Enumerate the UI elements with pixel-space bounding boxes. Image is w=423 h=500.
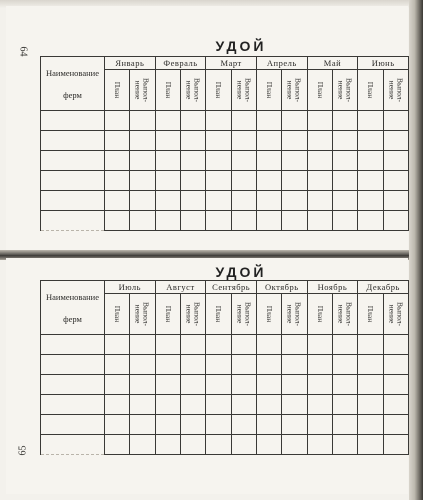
farm-name-cell[interactable] [41,435,105,455]
fulfillment-header [130,70,155,111]
subheader-label: План [366,81,376,99]
table-row [41,355,409,375]
plan-cell[interactable] [105,335,130,355]
plan-cell[interactable] [256,211,281,231]
farm-name-header [41,57,105,111]
fulfillment-cell[interactable] [282,435,307,455]
plan-cell[interactable] [206,395,231,415]
plan-cell[interactable] [256,151,281,171]
plan-cell[interactable] [307,415,332,435]
table-row [41,375,409,395]
fulfillment-cell[interactable] [180,355,205,375]
fulfillment-cell[interactable] [180,375,205,395]
table-row [41,335,409,355]
plan-cell[interactable] [307,335,332,355]
month-header: Июнь [358,57,409,70]
fulfillment-header [282,294,307,335]
plan-header [105,70,130,111]
table-row [41,171,409,191]
fulfillment-cell[interactable] [383,415,408,435]
month-header: Март [206,57,257,70]
plan-cell[interactable] [358,355,383,375]
fulfillment-cell[interactable] [231,375,256,395]
fulfillment-cell[interactable] [383,111,408,131]
plan-cell[interactable] [206,191,231,211]
plan-cell[interactable] [307,395,332,415]
plan-cell[interactable] [358,375,383,395]
fulfillment-cell[interactable] [282,191,307,211]
farm-name-header-line: Наименование [46,291,99,302]
farm-name-header-line: ферм [63,313,82,324]
plan-cell[interactable] [307,191,332,211]
table-row [41,211,409,231]
subheader-label: Выпол- нение [387,78,405,102]
subheader-label: Выпол- нение [286,302,303,326]
plan-cell[interactable] [307,435,332,455]
plan-cell[interactable] [105,131,130,151]
fulfillment-cell[interactable] [282,211,307,231]
plan-cell[interactable] [206,415,231,435]
farm-name-header-line: Наименование [46,67,99,78]
subheader-label: Выпол- нение [134,302,151,326]
farm-name-cell[interactable] [41,191,105,211]
table-row [41,111,409,131]
plan-cell[interactable] [358,435,383,455]
subheader-label: План [163,305,173,323]
plan-cell[interactable] [256,111,281,131]
fulfillment-cell[interactable] [231,415,256,435]
fulfillment-cell[interactable] [231,435,256,455]
subheader-label: Выпол- нение [337,302,354,326]
fulfillment-cell[interactable] [332,435,357,455]
book-edge-right [409,0,423,500]
subheader-label: План [214,305,224,323]
fulfillment-cell[interactable] [180,435,205,455]
month-header: Апрель [256,57,307,70]
plan-cell[interactable] [307,111,332,131]
plan-cell[interactable] [155,415,180,435]
fulfillment-cell[interactable] [130,171,155,191]
fulfillment-cell[interactable] [383,335,408,355]
plan-cell[interactable] [105,395,130,415]
plan-header [206,294,231,335]
fulfillment-header [332,70,357,111]
fulfillment-cell[interactable] [231,211,256,231]
subheader-label: Выпол- нение [337,78,354,102]
plan-cell[interactable] [256,435,281,455]
fulfillment-cell[interactable] [332,355,357,375]
table-row [41,131,409,151]
farm-name-header-line: ферм [63,89,82,100]
fulfillment-cell[interactable] [180,415,205,435]
fulfillment-cell[interactable] [180,211,205,231]
subheader-label: План [366,305,376,323]
page-title: УДОЙ [215,264,267,280]
subheader-label: План [112,305,122,323]
fulfillment-cell[interactable] [180,111,205,131]
plan-cell[interactable] [105,435,130,455]
page-number: 65 [17,445,29,456]
fulfillment-cell[interactable] [383,171,408,191]
fulfillment-cell[interactable] [231,111,256,131]
month-header: Сентябрь [206,281,257,294]
milk-yield-table-bottom [40,280,409,455]
plan-cell[interactable] [307,375,332,395]
plan-cell[interactable] [256,355,281,375]
fulfillment-cell[interactable] [180,191,205,211]
subheader-label: План [264,81,274,99]
fulfillment-cell[interactable] [130,151,155,171]
plan-cell[interactable] [358,111,383,131]
fulfillment-header [231,70,256,111]
subheader-label: Выпол- нение [235,78,253,102]
fulfillment-cell[interactable] [130,375,155,395]
fulfillment-cell[interactable] [282,131,307,151]
fulfillment-cell[interactable] [332,395,357,415]
fulfillment-cell[interactable] [332,335,357,355]
plan-cell[interactable] [307,171,332,191]
plan-header [256,70,281,111]
farm-name-cell[interactable] [41,355,105,375]
fulfillment-cell[interactable] [383,131,408,151]
plan-cell[interactable] [155,211,180,231]
subheader-label: План [264,305,274,323]
fulfillment-cell[interactable] [332,375,357,395]
fulfillment-header [383,294,408,335]
month-header: Ноябрь [307,281,358,294]
fulfillment-cell[interactable] [130,435,155,455]
fulfillment-cell[interactable] [282,395,307,415]
bottom-page [6,258,408,494]
plan-cell[interactable] [307,355,332,375]
fulfillment-cell[interactable] [383,151,408,171]
plan-cell[interactable] [206,355,231,375]
fulfillment-cell[interactable] [231,355,256,375]
fulfillment-cell[interactable] [282,355,307,375]
plan-header [105,294,130,335]
fulfillment-cell[interactable] [332,111,357,131]
fulfillment-cell[interactable] [383,211,408,231]
month-header: Август [155,281,206,294]
farm-name-cell[interactable] [41,151,105,171]
subheader-label: Выпол- нение [185,302,202,326]
plan-cell[interactable] [206,131,231,151]
plan-cell[interactable] [256,131,281,151]
plan-header [206,70,231,111]
fulfillment-cell[interactable] [130,211,155,231]
top-page [6,6,408,252]
fulfillment-cell[interactable] [282,171,307,191]
farm-name-cell[interactable] [41,335,105,355]
plan-cell[interactable] [358,211,383,231]
plan-cell[interactable] [155,131,180,151]
plan-cell[interactable] [206,375,231,395]
fulfillment-header [282,70,307,111]
plan-cell[interactable] [256,191,281,211]
fulfillment-cell[interactable] [282,375,307,395]
plan-cell[interactable] [105,355,130,375]
fulfillment-cell[interactable] [231,191,256,211]
plan-cell[interactable] [155,375,180,395]
fulfillment-cell[interactable] [332,131,357,151]
plan-cell[interactable] [105,211,130,231]
plan-header [155,70,180,111]
fulfillment-cell[interactable] [130,131,155,151]
fulfillment-cell[interactable] [130,335,155,355]
farm-name-cell[interactable] [41,415,105,435]
subheader-label: План [315,81,325,99]
fulfillment-cell[interactable] [231,151,256,171]
month-header: Май [307,57,358,70]
fulfillment-cell[interactable] [180,171,205,191]
subheader-label: План [163,81,173,99]
plan-cell[interactable] [206,111,231,131]
plan-cell[interactable] [358,131,383,151]
fulfillment-cell[interactable] [383,191,408,211]
plan-cell[interactable] [105,171,130,191]
subheader-label: Выпол- нение [387,302,405,326]
fulfillment-cell[interactable] [130,191,155,211]
plan-cell[interactable] [155,335,180,355]
subheader-label: План [112,81,122,99]
fulfillment-cell[interactable] [231,335,256,355]
plan-cell[interactable] [358,335,383,355]
subheader-label: Выпол- нение [134,78,151,102]
fulfillment-header [332,294,357,335]
plan-cell[interactable] [155,191,180,211]
plan-cell[interactable] [358,415,383,435]
plan-cell[interactable] [105,191,130,211]
plan-cell[interactable] [155,395,180,415]
farm-name-cell[interactable] [41,395,105,415]
plan-cell[interactable] [206,171,231,191]
fulfillment-cell[interactable] [383,395,408,415]
farm-name-cell[interactable] [41,111,105,131]
plan-header [307,294,332,335]
fulfillment-cell[interactable] [282,335,307,355]
plan-cell[interactable] [256,335,281,355]
table-row [41,435,409,455]
fulfillment-cell[interactable] [332,171,357,191]
fulfillment-cell[interactable] [180,335,205,355]
plan-cell[interactable] [105,151,130,171]
fulfillment-cell[interactable] [332,191,357,211]
plan-cell[interactable] [155,151,180,171]
table-row [41,395,409,415]
plan-cell[interactable] [256,171,281,191]
subheader-label: План [214,81,224,99]
fulfillment-cell[interactable] [332,415,357,435]
fulfillment-cell[interactable] [282,415,307,435]
plan-cell[interactable] [105,111,130,131]
fulfillment-cell[interactable] [130,395,155,415]
fulfillment-cell[interactable] [231,395,256,415]
fulfillment-cell[interactable] [180,131,205,151]
plan-cell[interactable] [256,375,281,395]
farm-name-cell[interactable] [41,171,105,191]
plan-cell[interactable] [307,151,332,171]
plan-cell[interactable] [155,355,180,375]
plan-cell[interactable] [155,171,180,191]
plan-cell[interactable] [206,435,231,455]
plan-cell[interactable] [155,435,180,455]
plan-cell[interactable] [358,191,383,211]
fulfillment-header [130,294,155,335]
plan-cell[interactable] [206,211,231,231]
plan-cell[interactable] [206,335,231,355]
fulfillment-cell[interactable] [282,111,307,131]
fulfillment-cell[interactable] [332,211,357,231]
fulfillment-cell[interactable] [130,111,155,131]
subheader-label: План [315,305,325,323]
fulfillment-cell[interactable] [383,355,408,375]
subheader-label: Выпол- нение [286,78,303,102]
plan-header [256,294,281,335]
month-header: Декабрь [358,281,409,294]
plan-header [358,294,383,335]
fulfillment-cell[interactable] [332,151,357,171]
plan-cell[interactable] [256,415,281,435]
plan-header [307,70,332,111]
fulfillment-cell[interactable] [231,171,256,191]
plan-cell[interactable] [105,375,130,395]
fulfillment-header [383,70,408,111]
plan-header [358,70,383,111]
plan-cell[interactable] [105,415,130,435]
farm-name-cell[interactable] [41,375,105,395]
plan-cell[interactable] [256,395,281,415]
plan-header [155,294,180,335]
plan-cell[interactable] [307,131,332,151]
plan-cell[interactable] [358,395,383,415]
fulfillment-header [180,70,205,111]
page-title: УДОЙ [215,38,267,54]
fulfillment-cell[interactable] [180,395,205,415]
plan-cell[interactable] [206,151,231,171]
fulfillment-header [231,294,256,335]
milk-yield-table-top [40,56,409,231]
plan-cell[interactable] [358,151,383,171]
fulfillment-cell[interactable] [231,131,256,151]
month-header: Январь [105,57,156,70]
plan-cell[interactable] [358,171,383,191]
subheader-label: Выпол- нение [235,302,253,326]
farm-name-cell[interactable] [41,131,105,151]
month-header: Февраль [155,57,206,70]
farm-name-cell[interactable] [41,211,105,231]
fulfillment-cell[interactable] [180,151,205,171]
month-header: Июль [105,281,156,294]
fulfillment-cell[interactable] [130,355,155,375]
farm-name-header [41,281,105,335]
plan-cell[interactable] [155,111,180,131]
fulfillment-cell[interactable] [282,151,307,171]
table-row [41,191,409,211]
fulfillment-cell[interactable] [130,415,155,435]
plan-cell[interactable] [307,211,332,231]
subheader-label: Выпол- нение [185,78,202,102]
fulfillment-cell[interactable] [383,435,408,455]
table-row [41,415,409,435]
fulfillment-header [180,294,205,335]
month-header: Октябрь [256,281,307,294]
table-row [41,151,409,171]
page-number: 64 [17,46,29,57]
fulfillment-cell[interactable] [383,375,408,395]
